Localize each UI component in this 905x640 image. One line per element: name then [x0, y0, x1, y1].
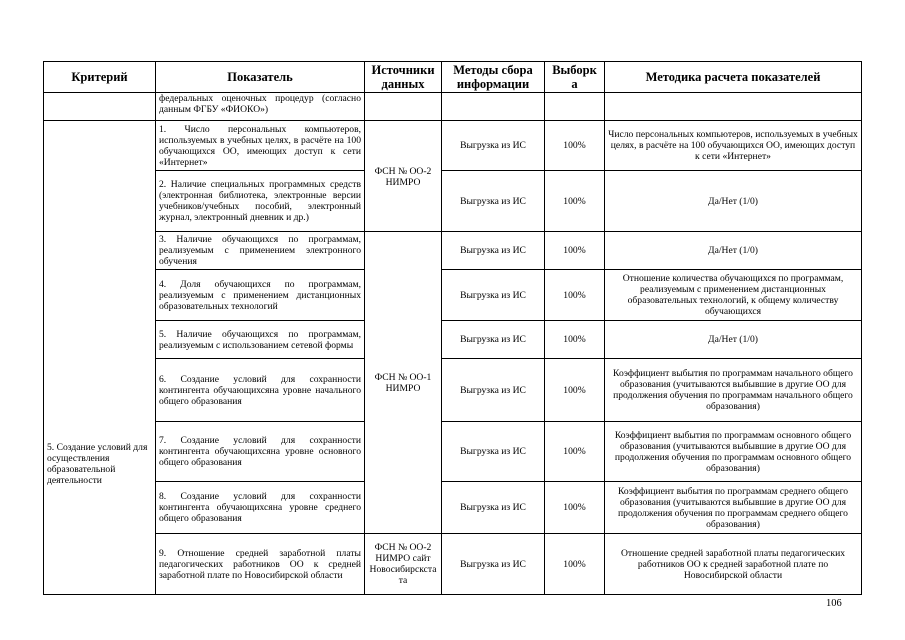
- calc-3: Да/Нет (1/0): [605, 232, 862, 270]
- continuation-criterion-cell: [44, 93, 156, 121]
- table-row: [44, 422, 862, 482]
- indicator-8: 8. Создание условий для сохранности контингента обучающихсяна уровне среднего общего образования: [156, 482, 365, 534]
- sample-2: 100%: [545, 171, 605, 232]
- header-sample: Выборк а: [545, 62, 605, 93]
- table-row: [44, 359, 862, 422]
- table-row: [44, 534, 862, 595]
- calc-4: Отношение количества обучающихся по программам, реализуемым с применением дистанционных образовательных технологий, к общему количеству обучающихся: [605, 270, 862, 321]
- continuation-indicator: федеральных оценочных процедур (согласно данным ФГБУ «ФИОКО»): [156, 93, 365, 121]
- indicator-9: 9. Отношение средней заработной платы педагогических работников ОО к средней заработной плате по Новосибирской области: [156, 534, 365, 595]
- sample-9: 100%: [545, 534, 605, 595]
- method-7: Выгрузка из ИС: [442, 422, 545, 482]
- table-row: [44, 232, 862, 270]
- calc-6: Коэффициент выбытия по программам начального общего образования (учитываются выбывшие в другие ОО для продолжения обучения по программам начального общего образования): [605, 359, 862, 422]
- continuation-sources-cell: [365, 93, 442, 121]
- calc-9: Отношение средней заработной платы педагогических работников ОО к средней заработной плате по Новосибирской области: [605, 534, 862, 595]
- continuation-sample-cell: [545, 93, 605, 121]
- source-oo2-text: ФСН № ОО-2 НИМРО: [374, 166, 432, 188]
- sample-4: 100%: [545, 270, 605, 321]
- source-oo2: [365, 121, 442, 232]
- table-row: [44, 270, 862, 321]
- method-4: Выгрузка из ИС: [442, 270, 545, 321]
- header-row: [44, 62, 862, 93]
- sample-6: 100%: [545, 359, 605, 422]
- sample-5: 100%: [545, 321, 605, 359]
- calc-2: Да/Нет (1/0): [605, 171, 862, 232]
- sample-8: 100%: [545, 482, 605, 534]
- calc-5: Да/Нет (1/0): [605, 321, 862, 359]
- indicator-2: 2. Наличие специальных программных средств (электронная библиотека, электронные версии учебников/учебных пособий, электронный журнал, электронный дневник и др.): [156, 171, 365, 232]
- indicator-4: 4. Доля обучающихся по программам, реализуемым с применением дистанционных образовательных технологий: [156, 270, 365, 321]
- sample-3: 100%: [545, 232, 605, 270]
- header-methods: Методы сбора информации: [442, 62, 545, 93]
- source-last: ФСН № ОО-2 НИМРО сайт Новосибирскста та: [365, 534, 442, 595]
- table-row: [44, 121, 862, 171]
- page-number: 106: [826, 598, 842, 609]
- method-8: Выгрузка из ИС: [442, 482, 545, 534]
- table-row: [44, 321, 862, 359]
- calc-1: Число персональных компьютеров, используемых в учебных целях, в расчёте на 100 обучающихся ОО, имеющих доступ к сети «Интернет»: [605, 121, 862, 171]
- header-criterion: Критерий: [44, 62, 156, 93]
- criterion-5: 5. Создание условий для осуществления образовательной деятельности: [44, 121, 156, 595]
- method-9: Выгрузка из ИС: [442, 534, 545, 595]
- indicator-1: 1. Число персональных компьютеров, используемых в учебных целях, в расчёте на 100 обучающихся ОО, имеющих доступ к сети «Интернет»: [156, 121, 365, 171]
- indicator-6: 6. Создание условий для сохранности контингента обучающихсяна уровне начального общего образования: [156, 359, 365, 422]
- indicator-5: 5. Наличие обучающихся по программам, реализуемым с использованием сетевой формы: [156, 321, 365, 359]
- header-sources: Источники данных: [365, 62, 442, 93]
- method-3: Выгрузка из ИС: [442, 232, 545, 270]
- calc-7: Коэффициент выбытия по программам основного общего образования (учитываются выбывшие в другие ОО для продолжения обучения по программам основного общего образования): [605, 422, 862, 482]
- indicator-3: 3. Наличие обучающихся по программам, реализуемым с применением электронного обучения: [156, 232, 365, 270]
- method-1: Выгрузка из ИС: [442, 121, 545, 171]
- indicators-table: [43, 61, 862, 595]
- header-indicator: Показатель: [156, 62, 365, 93]
- sample-7: 100%: [545, 422, 605, 482]
- source-oo1: ФСН № ОО-1 НИМРО: [365, 232, 442, 534]
- continuation-calc-cell: [605, 93, 862, 121]
- continuation-row: [44, 93, 862, 121]
- table-row: [44, 482, 862, 534]
- continuation-methods-cell: [442, 93, 545, 121]
- indicator-7: 7. Создание условий для сохранности контингента обучающихсяна уровне основного общего образования: [156, 422, 365, 482]
- header-calc: Методика расчета показателей: [605, 62, 862, 93]
- calc-8: Коэффициент выбытия по программам среднего общего образования (учитываются выбывшие в другие ОО для продолжения обучения по программам среднего общего образования): [605, 482, 862, 534]
- method-5: Выгрузка из ИС: [442, 321, 545, 359]
- sample-1: 100%: [545, 121, 605, 171]
- table-row: [44, 171, 862, 232]
- method-2: Выгрузка из ИС: [442, 171, 545, 232]
- method-6: Выгрузка из ИС: [442, 359, 545, 422]
